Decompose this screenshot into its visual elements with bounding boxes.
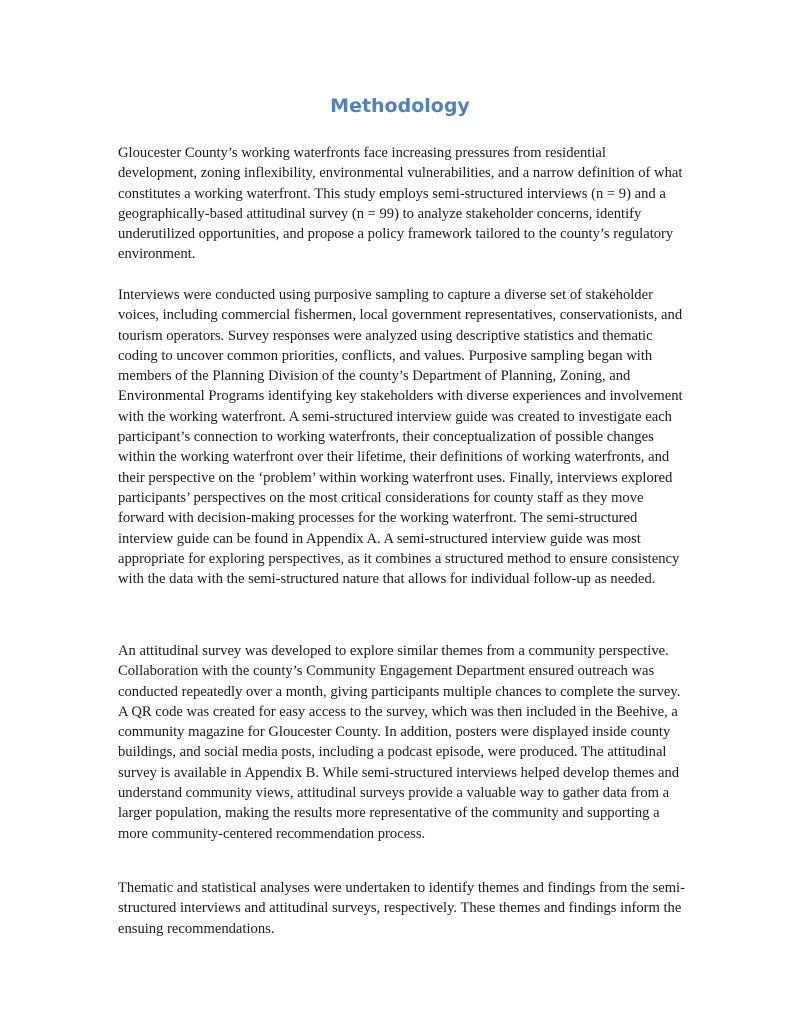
page-title: Methodology: [330, 95, 470, 117]
paragraph-intro: [118, 143, 686, 265]
paragraph-interviews: [118, 285, 686, 589]
paragraph-text: Gloucester County’s working waterfronts face increasing pressures from residential development, zoning inflexibility, environmental vulnerabilities, and a narrow definition of what constitutes a working waterfront. This study employs semi-structured interviews (n = 9) and a geographically-based attitudinal survey (n = 99) to analyze stakeholder concerns, identify underutilized opportunities, and propose a policy framework tailored to the county’s regulatory environment.: [118, 145, 683, 263]
paragraph-analysis: [118, 878, 686, 939]
paragraph-text: An attitudinal survey was developed to explore similar themes from a community perspective. Collaboration with the county’s Community Engagement Department ensured outreach was conducted repeatedly over a month, giving participants multiple chances to complete the survey. A QR code was created for easy access to the survey, which was then included in the Beehive, a community magazine for Gloucester County. In addition, posters were displayed inside county buildings, and social media posts, including a podcast episode, were produced. The attitudinal survey is available in Appendix B. While semi-structured interviews helped develop themes and understand community views, attitudinal surveys provide a valuable way to gather data from a larger population, making the results more representative of the community and supporting a more community-centered recommendation process.: [118, 643, 681, 842]
paragraph-text: Interviews were conducted using purposive sampling to capture a diverse set of stakeholder voices, including commercial fishermen, local government representatives, conservationists, and tourism operators. Survey responses were analyzed using descriptive statistics and thematic coding to uncover common priorities, conflicts, and values. Purposive sampling began with members of the Planning Division of the county’s Department of Planning, Zoning, and Environmental Programs identifying key stakeholders with diverse experiences and involvement with the working waterfront. A semi-structured interview guide was created to investigate each participant’s connection to working waterfronts, their conceptualization of possible changes within the working waterfront over their lifetime, their definitions of working waterfronts, and their perspective on the ‘problem’ within working waterfront uses. Finally, interviews explored participants’ perspectives on the most critical considerations for county staff as they move forward with decision-making processes for the working waterfront. The semi-structured interview guide can be found in Appendix A. A semi-structured interview guide was most appropriate for exploring perspectives, as it combines a structured method to ensure consistency with the data with the semi-structured nature that allows for individual follow-up as needed.: [118, 287, 683, 588]
paragraph-survey: [118, 641, 686, 844]
paragraph-text: Thematic and statistical analyses were undertaken to identify themes and findings from the semi-structured interviews and attitudinal surveys, respectively. These themes and findings inform the ensuing recommendations.: [118, 880, 685, 937]
